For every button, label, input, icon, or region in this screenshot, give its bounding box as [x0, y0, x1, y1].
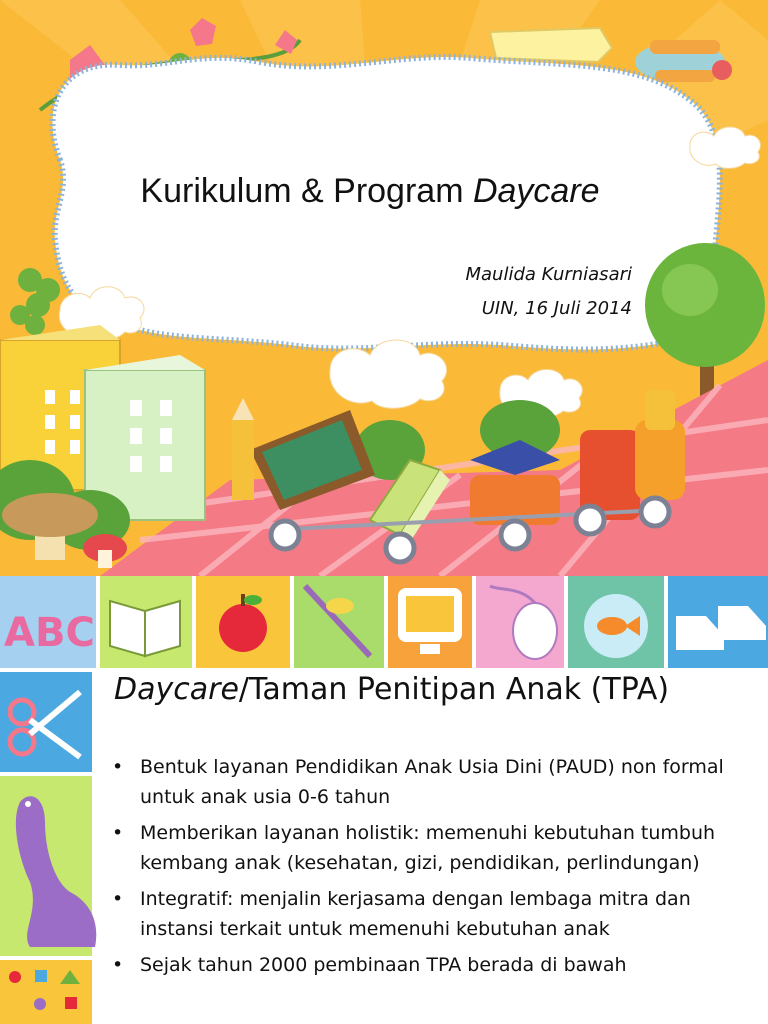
slide2-title-italic: Daycare [114, 672, 239, 707]
author-block [465, 258, 632, 326]
slide2-title [114, 672, 669, 707]
bullet-item: • Sejak tahun 2000 pembinaan TPA berada di bawah [110, 950, 760, 980]
author-event: UIN, 16 Juli 2014 [481, 298, 632, 319]
abc-letters-icon [4, 610, 95, 656]
pencil-icon [232, 398, 254, 500]
bullet-list [110, 752, 760, 986]
tile-strip [0, 576, 768, 668]
bullet-item: • Integratif: menjalin kerjasama dengan lembaga mitra dan instansi terkait untuk memenuhi kebutuhan anak [110, 884, 760, 944]
slide2-title-rest: /Taman Penitipan Anak (TPA) [238, 672, 670, 707]
bullet-item: • Memberikan layanan holistik: memenuhi kebutuhan tumbuh kembang anak (kesehatan, gizi, pendidikan, perlindungan) [110, 818, 760, 878]
slide1-title [0, 172, 740, 211]
slide1-title-prefix: Kurikulum & Program [140, 172, 473, 210]
content-slide [0, 576, 768, 1024]
tile-column [0, 672, 100, 1024]
svg-text:ABC: ABC [4, 610, 95, 656]
bullet-item: • Bentuk layanan Pendidikan Anak Usia Dini (PAUD) non formal untuk anak usia 0-6 tahun [110, 752, 760, 812]
clover-icon [10, 268, 60, 335]
fishbowl-icon [584, 594, 648, 658]
author-name: Maulida Kurniasari [465, 264, 632, 285]
slide1-title-italic: Daycare [472, 172, 600, 210]
